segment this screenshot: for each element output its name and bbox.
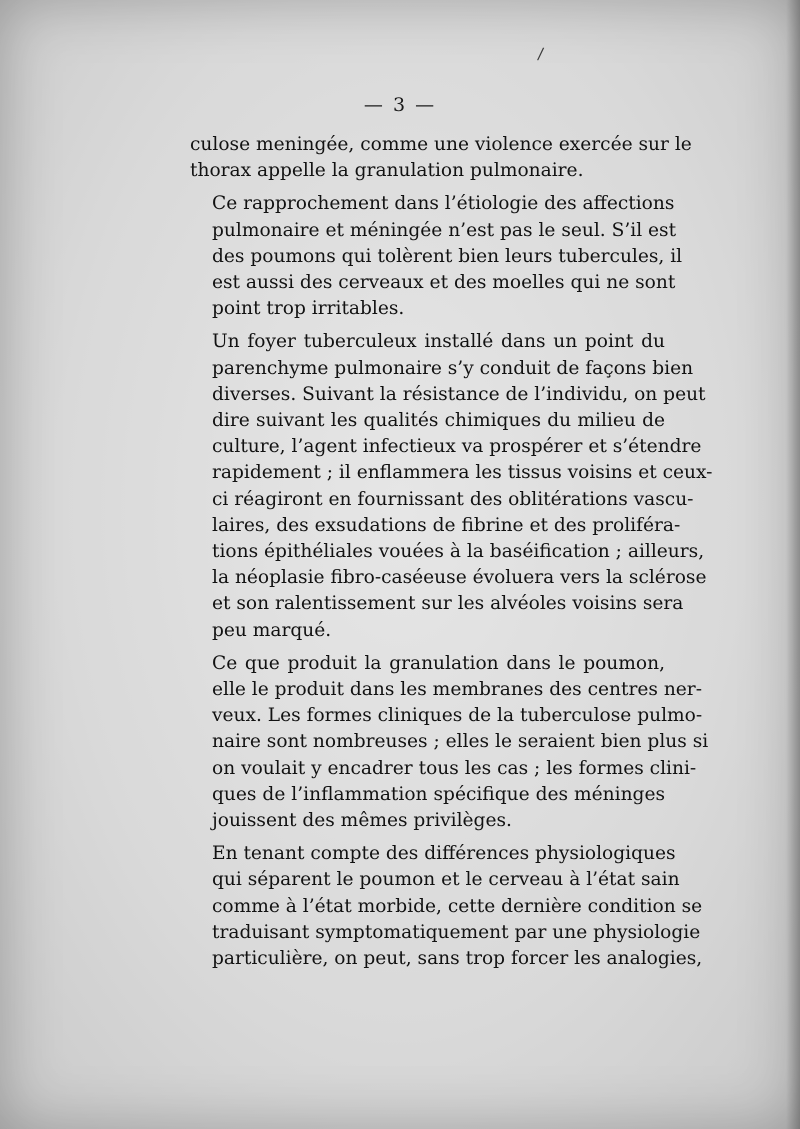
text-line: la néoplasie fibro-caséeuse évoluera vers la sclérose [212,567,707,589]
text-line: ques de l’inflammation spécifique des méninges [212,783,665,805]
text-line: laires, des exsudations de fibrine et des proliféra- [212,514,681,536]
paragraph-1 [190,132,692,184]
body-text [190,132,713,979]
text-line: culose meningée, comme une violence exercée sur le [190,134,692,155]
text-line: dire suivant les qualités chimiques du milieu de [212,410,665,432]
paragraph-4 [190,651,709,834]
text-line: ci réagiront en fournissant des oblitérations vascu- [212,488,694,510]
text-line: tions épithéliales vouées à la baséification ; ailleurs, [212,541,705,563]
text-line: peu marqué. [212,619,332,641]
text-line: qui séparent le poumon et le cerveau à l’état sain [212,869,680,891]
text-line: rapidement ; il enflammera les tissus voisins et ceux- [212,462,713,484]
text-line: thorax appelle la granulation pulmonaire. [190,160,584,182]
text-line: traduisant symptomatiquement par une physiologie [212,921,701,943]
text-line: jouissent des mêmes privilèges. [212,810,512,832]
text-line: des poumons qui tolèrent bien leurs tubercules, il [212,245,683,267]
page-number: — 3 — [363,94,437,116]
paragraph-3 [190,329,713,643]
text-line: naire sont nombreuses ; elles le seraient bien plus si [212,731,709,753]
text-line: pulmonaire et méningée n’est pas le seul. S’il est [212,219,677,241]
text-line: parenchyme pulmonaire s’y conduit de façons bien [212,357,694,379]
text-line: diverses. Suivant la résistance de l’individu, on peut [212,383,706,405]
text-line: et son ralentissement sur les alvéoles voisins sera [212,593,684,615]
text-line: point trop irritables. [212,298,405,320]
text-line: Un foyer tuberculeux installé dans un point du [212,331,665,353]
text-line: veux. Les formes cliniques de la tuberculose pulmo- [212,705,703,727]
text-line: est aussi des cerveaux et des moelles qui ne sont [212,272,676,294]
paragraph-5 [190,841,703,972]
text-line: particulière, on peut, sans trop forcer les analogies, [212,948,703,970]
text-line: En tenant compte des différences physiologiques [212,843,676,865]
text-line: Ce que produit la granulation dans le poumon, [212,652,665,674]
text-line: comme à l’état morbide, cette dernière condition se [212,895,703,917]
text-line: elle le produit dans les membranes des centres ner- [212,679,702,701]
text-line: on voulait y encadrer tous les cas ; les formes clini- [212,757,697,779]
text-line: Ce rapprochement dans l’étiologie des affections [212,193,675,215]
stray-mark: / [536,43,545,64]
text-line: culture, l’agent infectieux va prospérer et s’étendre [212,436,702,458]
paragraph-2 [190,191,683,322]
